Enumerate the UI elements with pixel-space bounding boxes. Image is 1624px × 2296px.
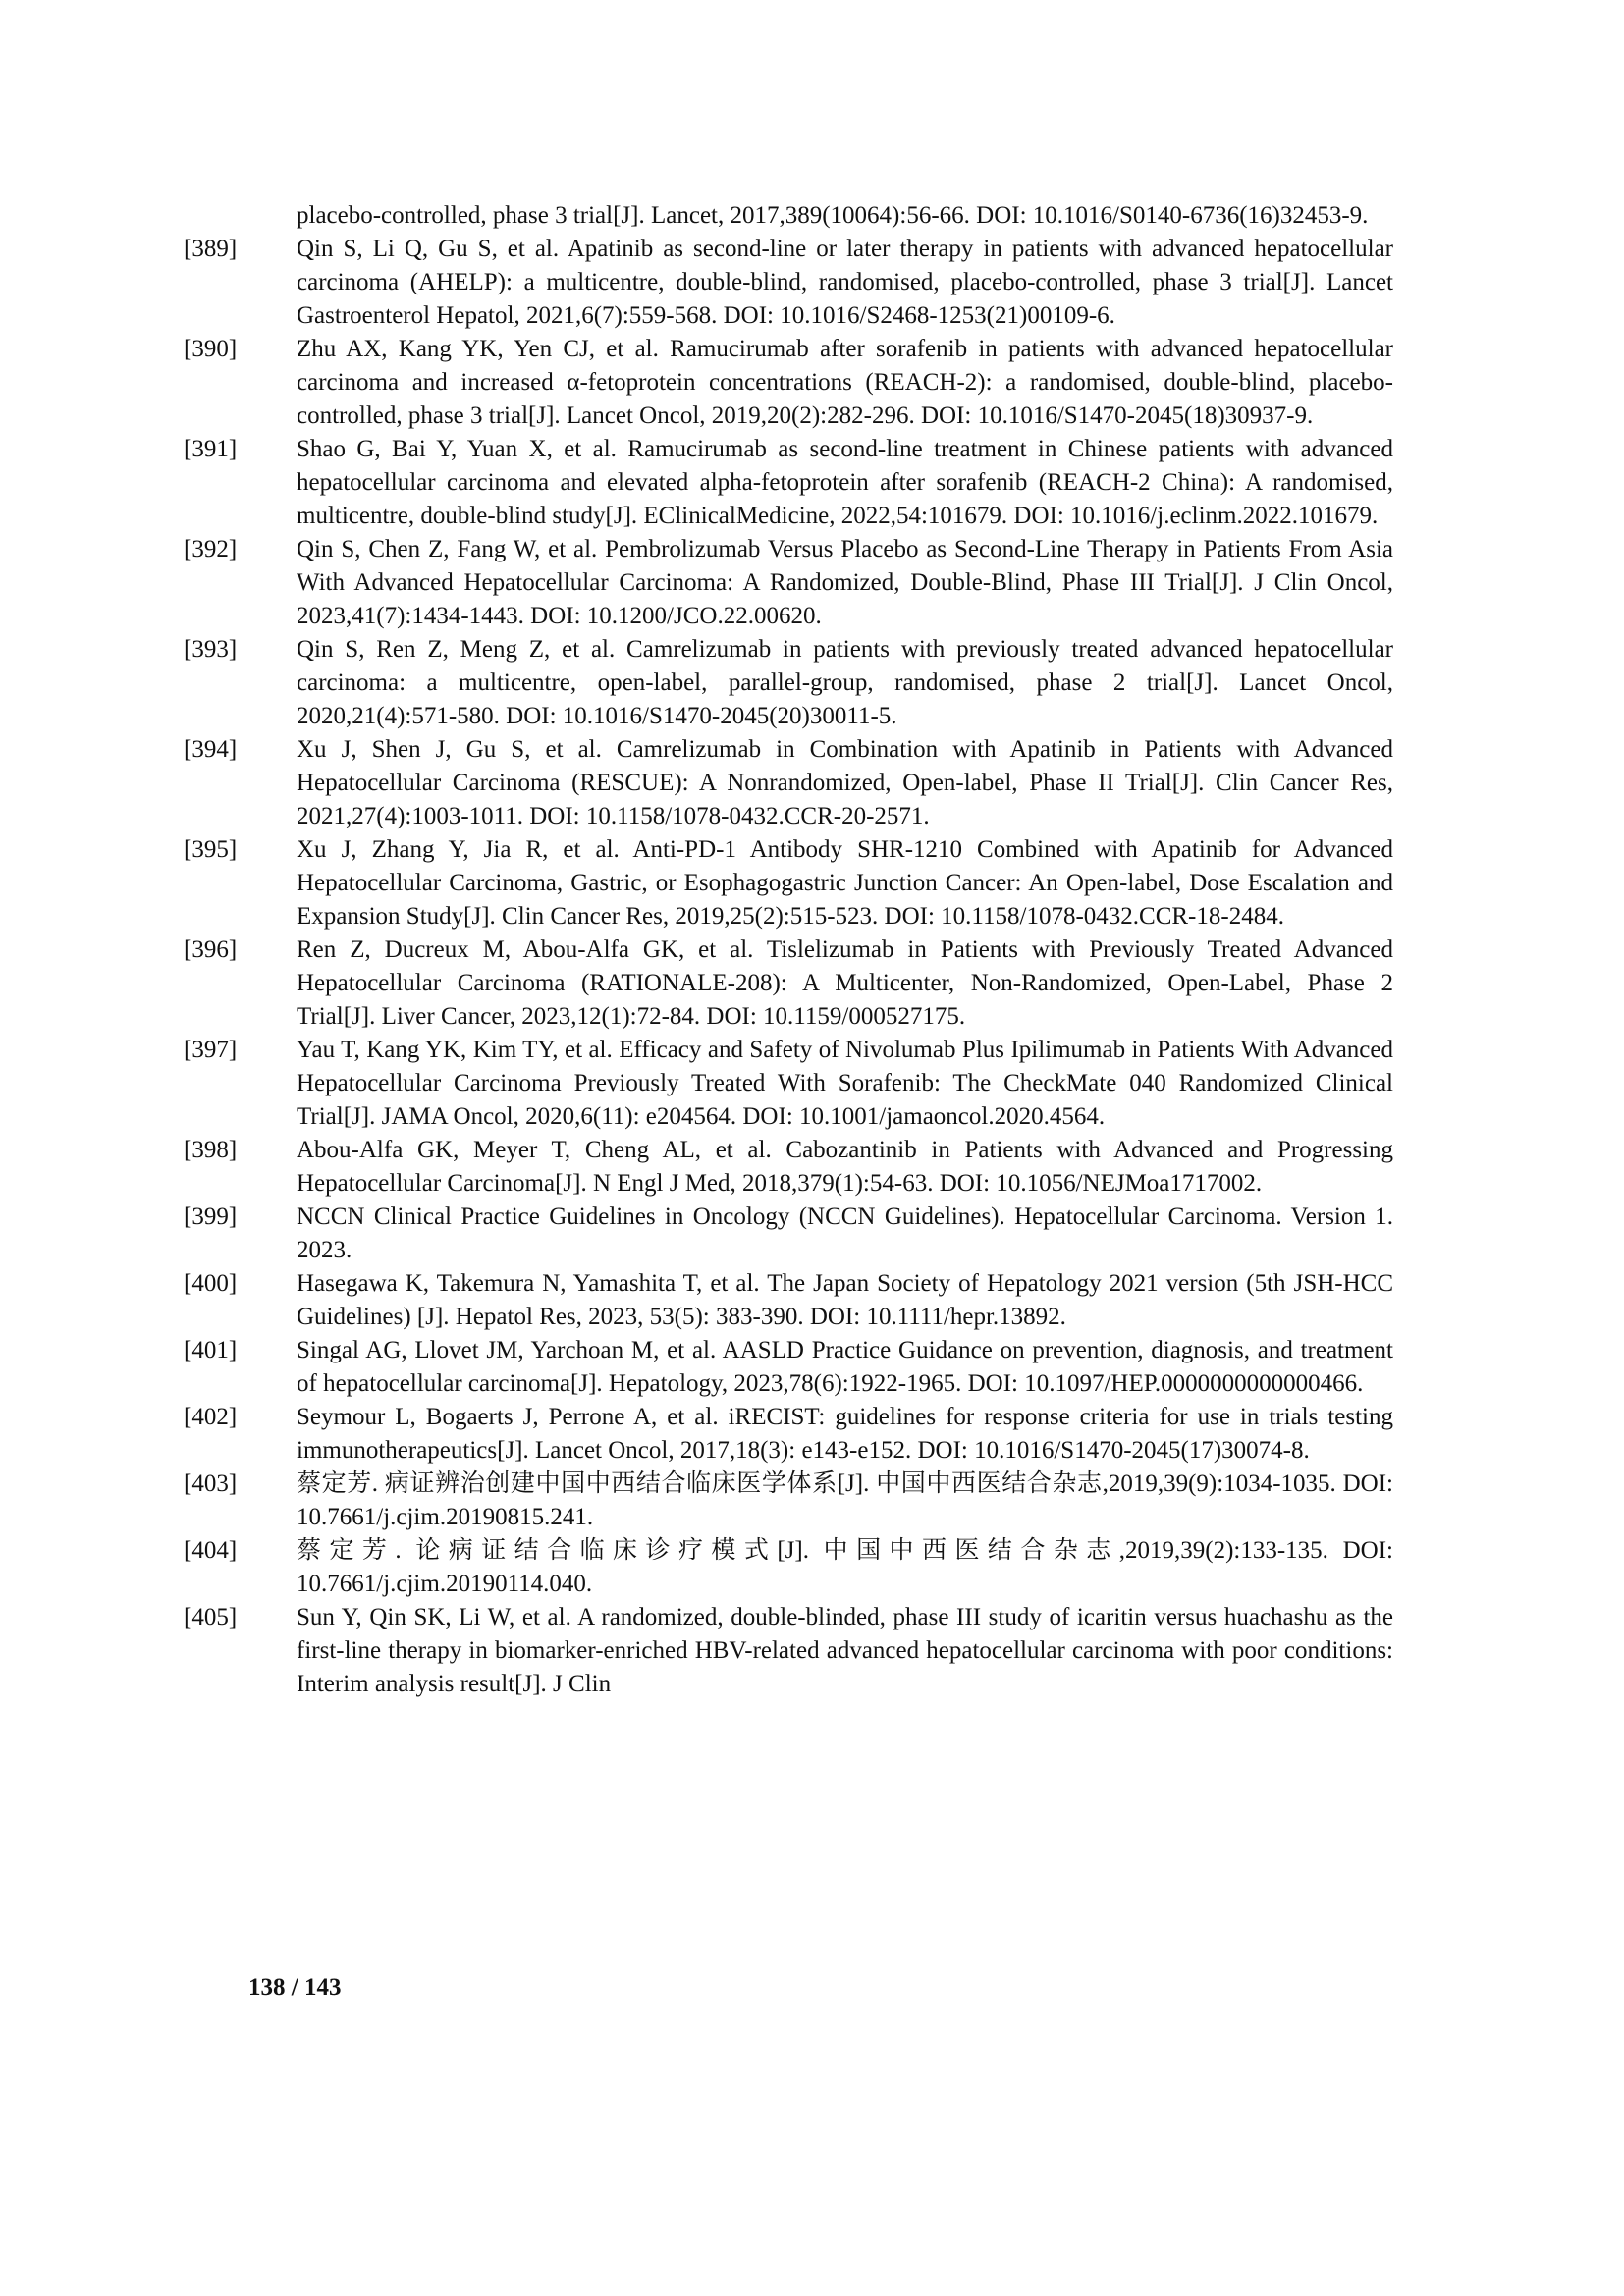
reference-text: Abou-Alfa GK, Meyer T, Cheng AL, et al. Cabozantinib in Patients with Advanced and Progressing Hepatocellular Carcinoma[J]. N Engl J Med, 2018,379(1):54-63. DOI: 10.1056/NEJMoa1717002. xyxy=(297,1137,1393,1197)
reference-number: [390] xyxy=(184,336,238,362)
reference-item xyxy=(184,1534,1393,1601)
reference-number: [405] xyxy=(184,1604,238,1630)
reference-text: 蔡定芳. 论病证结合临床诊疗模式[J]. 中国中西医结合杂志,2019,39(2):133-135. DOI: 10.7661/j.cjim.20190114.040. xyxy=(297,1537,1393,1597)
reference-item xyxy=(184,1134,1393,1201)
reference-number: [399] xyxy=(184,1203,238,1230)
reference-text: Seymour L, Bogaerts J, Perrone A, et al. iRECIST: guidelines for response criteria for use in trials testing immunotherapeutics[J]. Lancet Oncol, 2017,18(3): e143-e152. DOI: 10.1016/S1470-2045(17)30074-8. xyxy=(297,1404,1393,1464)
reference-number: [396] xyxy=(184,936,238,963)
reference-number: [400] xyxy=(184,1270,238,1297)
reference-text: Qin S, Ren Z, Meng Z, et al. Camrelizumab in patients with previously treated advanced hepatocellular carcinoma: a multicentre, open-label, parallel-group, randomised, phase 2 trial[J]. Lancet Oncol, 2020,21(4):571-580. DOI: 10.1016/S1470-2045(20)30011-5. xyxy=(297,636,1393,729)
reference-item xyxy=(184,199,1393,233)
reference-text: Shao G, Bai Y, Yuan X, et al. Ramucirumab as second-line treatment in Chinese patients with advanced hepatocellular carcinoma and elevated alpha-fetoprotein after sorafenib (REACH-2 China): A randomised, multicentre, double-blind study[J]. EClinicalMedicine, 2022,54:101679. DOI: 10.1016/j.eclinm.2022.101679. xyxy=(297,436,1393,529)
reference-item xyxy=(184,1267,1393,1334)
reference-text: Xu J, Zhang Y, Jia R, et al. Anti-PD-1 Antibody SHR-1210 Combined with Apatinib for Advanced Hepatocellular Carcinoma, Gastric, or Esophagogastric Junction Cancer: An Open-label, Dose Escalation and Expansion Study[J]. Clin Cancer Res, 2019,25(2):515-523. DOI: 10.1158/1078-0432.CCR-18-2484. xyxy=(297,836,1393,930)
reference-text: Singal AG, Llovet JM, Yarchoan M, et al. AASLD Practice Guidance on prevention, diagnosis, and treatment of hepatocellular carcinoma[J]. Hepatology, 2023,78(6):1922-1965. DOI: 10.1097/HEP.0000000000000466. xyxy=(297,1337,1393,1397)
reference-item xyxy=(184,233,1393,333)
reference-text: Zhu AX, Kang YK, Yen CJ, et al. Ramucirumab after sorafenib in patients with advanced hepatocellular carcinoma and increased α-fetoprotein concentrations (REACH-2): a randomised, double-blind, placebo-controlled, phase 3 trial[J]. Lancet Oncol, 2019,20(2):282-296. DOI: 10.1016/S1470-2045(18)30937-9. xyxy=(297,336,1393,429)
reference-number: [389] xyxy=(184,236,238,262)
reference-number: [394] xyxy=(184,736,238,763)
reference-text: Yau T, Kang YK, Kim TY, et al. Efficacy and Safety of Nivolumab Plus Ipilimumab in Patients With Advanced Hepatocellular Carcinoma Previously Treated With Sorafenib: The CheckMate 040 Randomized Clinical Trial[J]. JAMA Oncol, 2020,6(11): e204564. DOI: 10.1001/jamaoncol.2020.4564. xyxy=(297,1037,1393,1130)
reference-number: [395] xyxy=(184,836,238,863)
reference-number: [401] xyxy=(184,1337,238,1363)
reference-item xyxy=(184,533,1393,633)
reference-number: [404] xyxy=(184,1537,238,1564)
reference-item xyxy=(184,1601,1393,1701)
reference-number: [398] xyxy=(184,1137,238,1163)
reference-list xyxy=(184,199,1393,1701)
reference-number: [397] xyxy=(184,1037,238,1063)
reference-text: Sun Y, Qin SK, Li W, et al. A randomized, double-blinded, phase III study of icaritin versus huachashu as the first-line therapy in biomarker-enriched HBV-related advanced hepatocellular carcinoma with poor conditions: Interim analysis result[J]. J Clin xyxy=(297,1604,1393,1697)
reference-number: [393] xyxy=(184,636,238,663)
reference-text: Qin S, Chen Z, Fang W, et al. Pembrolizumab Versus Placebo as Second-Line Therapy in Patients From Asia With Advanced Hepatocellular Carcinoma: A Randomized, Double-Blind, Phase III Trial[J]. J Clin Oncol, 2023,41(7):1434-1443. DOI: 10.1200/JCO.22.00620. xyxy=(297,536,1393,629)
reference-number: [392] xyxy=(184,536,238,562)
reference-text: NCCN Clinical Practice Guidelines in Oncology (NCCN Guidelines). Hepatocellular Carcinoma. Version 1. 2023. xyxy=(297,1203,1393,1263)
reference-text: 蔡定芳. 病证辨治创建中国中西结合临床医学体系[J]. 中国中西医结合杂志,2019,39(9):1034-1035. DOI: 10.7661/j.cjim.20190815.241. xyxy=(297,1470,1393,1530)
reference-text: placebo-controlled, phase 3 trial[J]. Lancet, 2017,389(10064):56-66. DOI: 10.1016/S0140-6736(16)32453-9. xyxy=(297,202,1369,229)
reference-item xyxy=(184,1201,1393,1267)
reference-item xyxy=(184,1334,1393,1401)
reference-item xyxy=(184,934,1393,1034)
reference-text: Qin S, Li Q, Gu S, et al. Apatinib as second-line or later therapy in patients with advanced hepatocellular carcinoma (AHELP): a multicentre, double-blind, randomised, placebo-controlled, phase 3 trial[J]. Lancet Gastroenterol Hepatol, 2021,6(7):559-568. DOI: 10.1016/S2468-1253(21)00109-6. xyxy=(297,236,1393,329)
reference-item xyxy=(184,1401,1393,1468)
reference-item xyxy=(184,633,1393,733)
reference-item xyxy=(184,833,1393,934)
page-number: 138 / 143 xyxy=(248,1974,342,2001)
reference-number: [403] xyxy=(184,1470,238,1497)
reference-item xyxy=(184,1034,1393,1134)
reference-number: [391] xyxy=(184,436,238,462)
reference-item xyxy=(184,433,1393,533)
reference-text: Ren Z, Ducreux M, Abou-Alfa GK, et al. Tislelizumab in Patients with Previously Treated Advanced Hepatocellular Carcinoma (RATIONALE-208): A Multicenter, Non-Randomized, Open-Label, Phase 2 Trial[J]. Liver Cancer, 2023,12(1):72-84. DOI: 10.1159/000527175. xyxy=(297,936,1393,1030)
reference-item xyxy=(184,333,1393,433)
reference-item xyxy=(184,733,1393,833)
reference-text: Hasegawa K, Takemura N, Yamashita T, et al. The Japan Society of Hepatology 2021 version (5th JSH-HCC Guidelines) [J]. Hepatol Res, 2023, 53(5): 383-390. DOI: 10.1111/hepr.13892. xyxy=(297,1270,1393,1330)
reference-number: [402] xyxy=(184,1404,238,1430)
reference-text: Xu J, Shen J, Gu S, et al. Camrelizumab in Combination with Apatinib in Patients with Advanced Hepatocellular Carcinoma (RESCUE): A Nonrandomized, Open-label, Phase II Trial[J]. Clin Cancer Res, 2021,27(4):1003-1011. DOI: 10.1158/1078-0432.CCR-20-2571. xyxy=(297,736,1393,829)
reference-item xyxy=(184,1468,1393,1534)
